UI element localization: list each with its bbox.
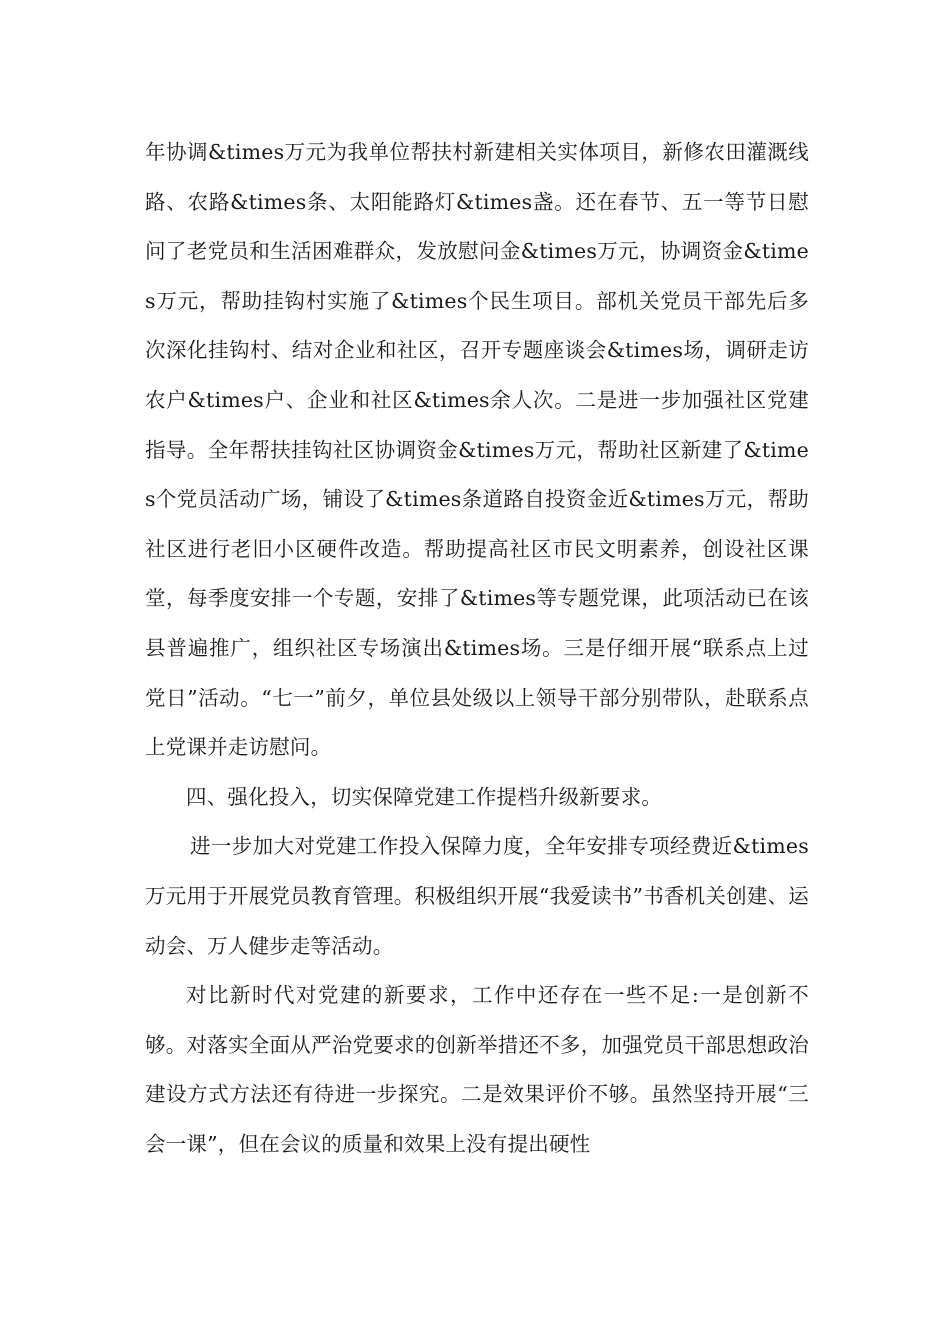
paragraph-funding: 进一步加大对党建工作投入保障力度，全年安排专项经费近&times万元用于开展党员教育管理。积极组织开展“我爱读书”书香机关创建、运动会、万人健步走等活动。 <box>145 834 809 958</box>
document-body <box>145 128 809 1169</box>
paragraph-poverty-alleviation: 年协调&times万元为我单位帮扶村新建相关实体项目，新修农田灌溉线路、农路&times条、太阳能路灯&times盏。还在春节、五一等节日慰问了老党员和生活困难群众，发放慰问金&times万元，协调资金&times万元，帮助挂钩村实施了&times个民生项目。部机关党员干部先后多次深化挂钩村、结对企业和社区，召开专题座谈会&times场，调研走访农户&times户、企业和社区&times余人次。二是进一步加强社区党建指导。全年帮扶挂钩社区协调资金&times万元，帮助社区新建了&times个党员活动广场，铺设了&times条道路自投资金近&times万元，帮助社区进行老旧小区硬件改造。帮助提高社区市民文明素养，创设社区课堂，每季度安排一个专题，安排了&times等专题党课，此项活动已在该县普遍推广，组织社区专场演出&times场。三是仔细开展“联系点上过党日”活动。“七一”前夕，单位县处级以上领导干部分别带队，赴联系点上党课并走访慰问。 <box>145 140 809 760</box>
paragraph-shortcomings: 对比新时代对党建的新要求，工作中还存在一些不足:一是创新不够。对落实全面从严治党要求的创新举措还不多，加强党员干部思想政治建设方式方法还有待进一步探究。二是效果评价不够。虽然坚持开展“三会一课”，但在会议的质量和效果上没有提出硬性 <box>145 983 809 1156</box>
section-heading-four: 四、强化投入，切实保障党建工作提档升级新要求。 <box>186 784 663 809</box>
